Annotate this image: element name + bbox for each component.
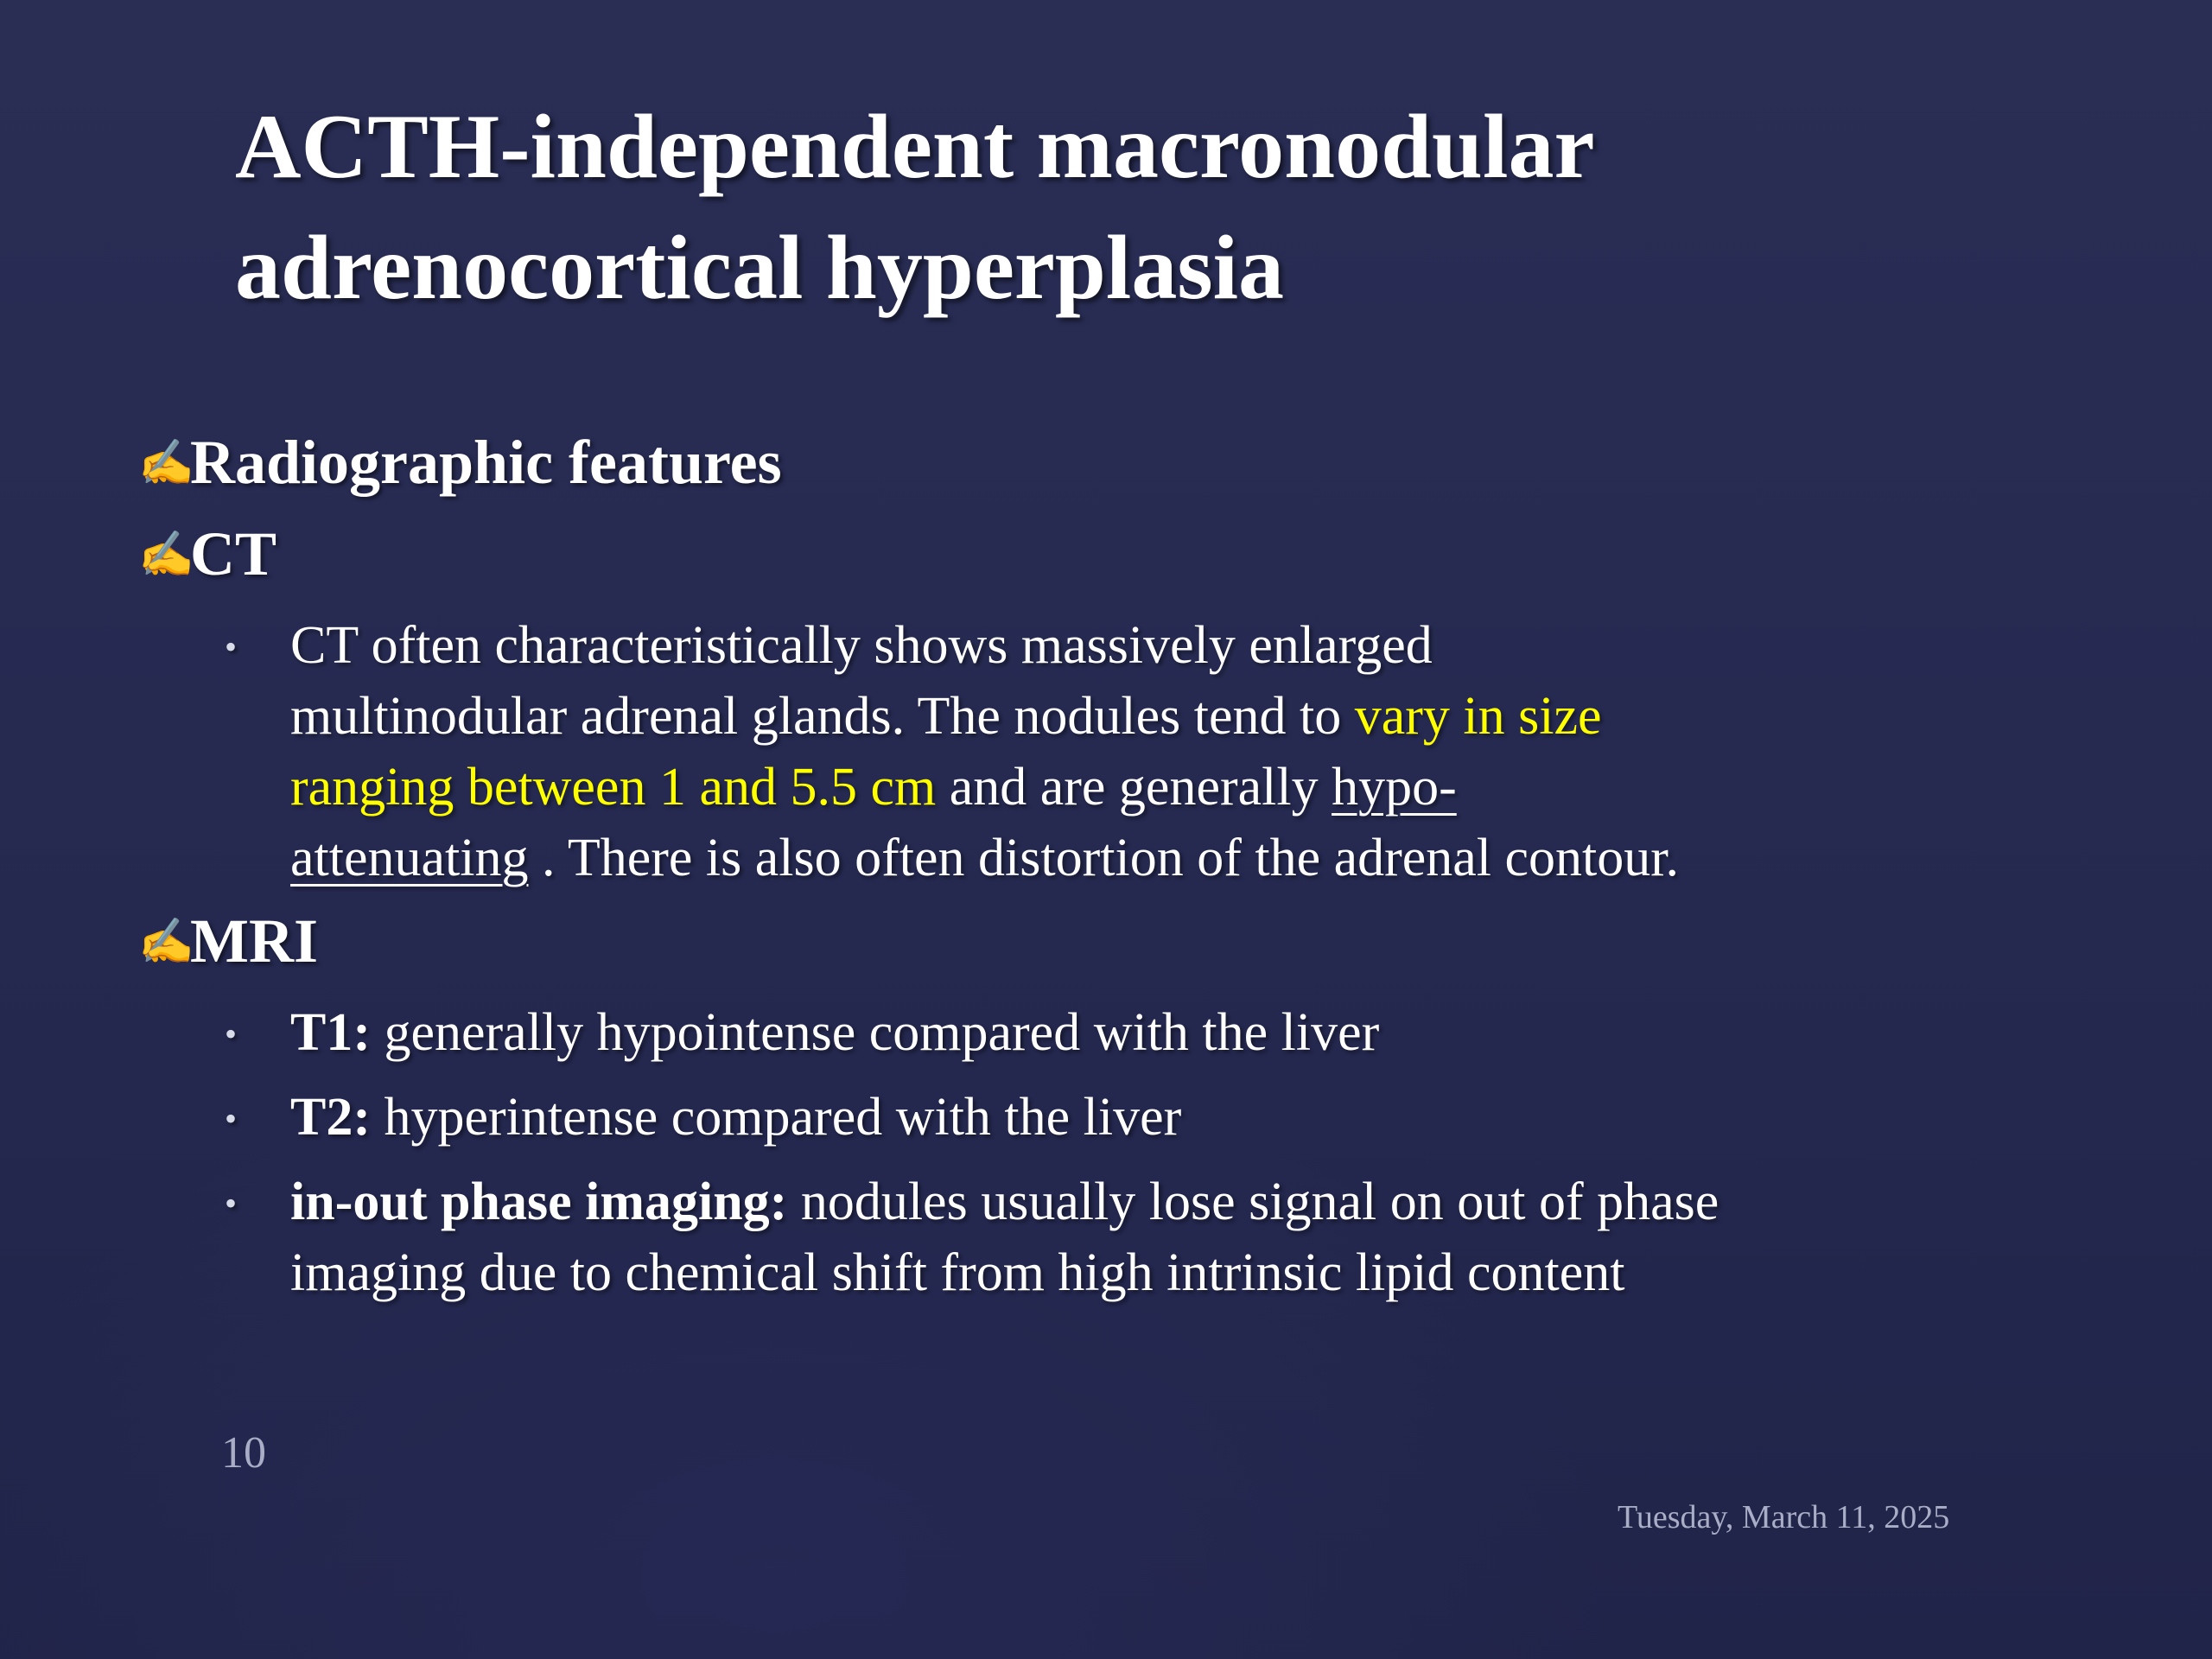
mri-phase-desc-2: imaging due to chemical shift from high intrinsic lipid content xyxy=(290,1243,1625,1302)
mri-phase-desc-1: nodules usually lose signal on out of phase xyxy=(800,1173,1719,1231)
slide-number: 10 xyxy=(221,1428,266,1478)
ct-part3: and are generally xyxy=(949,758,1319,817)
heading-radiographic: Radiographic features xyxy=(190,427,782,497)
mri-t1-text xyxy=(290,997,2039,1068)
mri-t2-label: T2: xyxy=(290,1088,371,1147)
sub-bullet: • xyxy=(225,627,238,666)
ct-paragraph xyxy=(225,610,2039,893)
mri-t1-item xyxy=(225,997,2039,1068)
sub-bullet: • xyxy=(225,1099,238,1138)
ct-underline-b: attenuating xyxy=(290,829,529,887)
mri-t1-desc: generally hypointense compared with the liver xyxy=(384,1003,1380,1062)
ct-text xyxy=(290,610,2039,893)
sub-bullet: • xyxy=(225,1014,238,1053)
ct-part1: CT often characteristically shows massively enlarged xyxy=(290,616,1433,675)
title-line-2: adrenocortical hyperplasia xyxy=(235,217,1285,318)
mri-phase-item xyxy=(225,1166,2039,1308)
bullet-radiographic xyxy=(138,423,782,501)
ct-part4: . There is also often distortion of the adrenal contour. xyxy=(541,829,1679,887)
ct-highlight-a: vary in size xyxy=(1354,687,1602,746)
ct-part2: multinodular adrenal glands. The nodules tend to xyxy=(290,687,1342,746)
writing-hand-icon: ✍ xyxy=(138,530,194,580)
mri-phase-label: in-out phase imaging: xyxy=(290,1173,788,1231)
mri-t2-desc: hyperintense compared with the liver xyxy=(384,1088,1182,1147)
ct-highlight-b: ranging between 1 and 5.5 cm xyxy=(290,758,937,817)
writing-hand-icon: ✍ xyxy=(138,438,194,488)
bullet-ct xyxy=(138,515,276,593)
heading-ct: CT xyxy=(190,518,277,588)
sub-bullet: • xyxy=(225,1184,238,1223)
mri-t2-text xyxy=(290,1082,2039,1153)
slide-date: Tuesday, March 11, 2025 xyxy=(1618,1499,1950,1535)
writing-hand-icon: ✍ xyxy=(138,917,194,967)
mri-t2-item xyxy=(225,1082,2039,1153)
mri-phase-text xyxy=(290,1166,2039,1308)
mri-t1-label: T1: xyxy=(290,1003,371,1062)
title-line-1: ACTH-independent macronodular xyxy=(235,96,1595,197)
bullet-mri xyxy=(138,902,318,980)
heading-mri: MRI xyxy=(190,906,318,976)
ct-underline-a: hypo- xyxy=(1332,758,1457,817)
